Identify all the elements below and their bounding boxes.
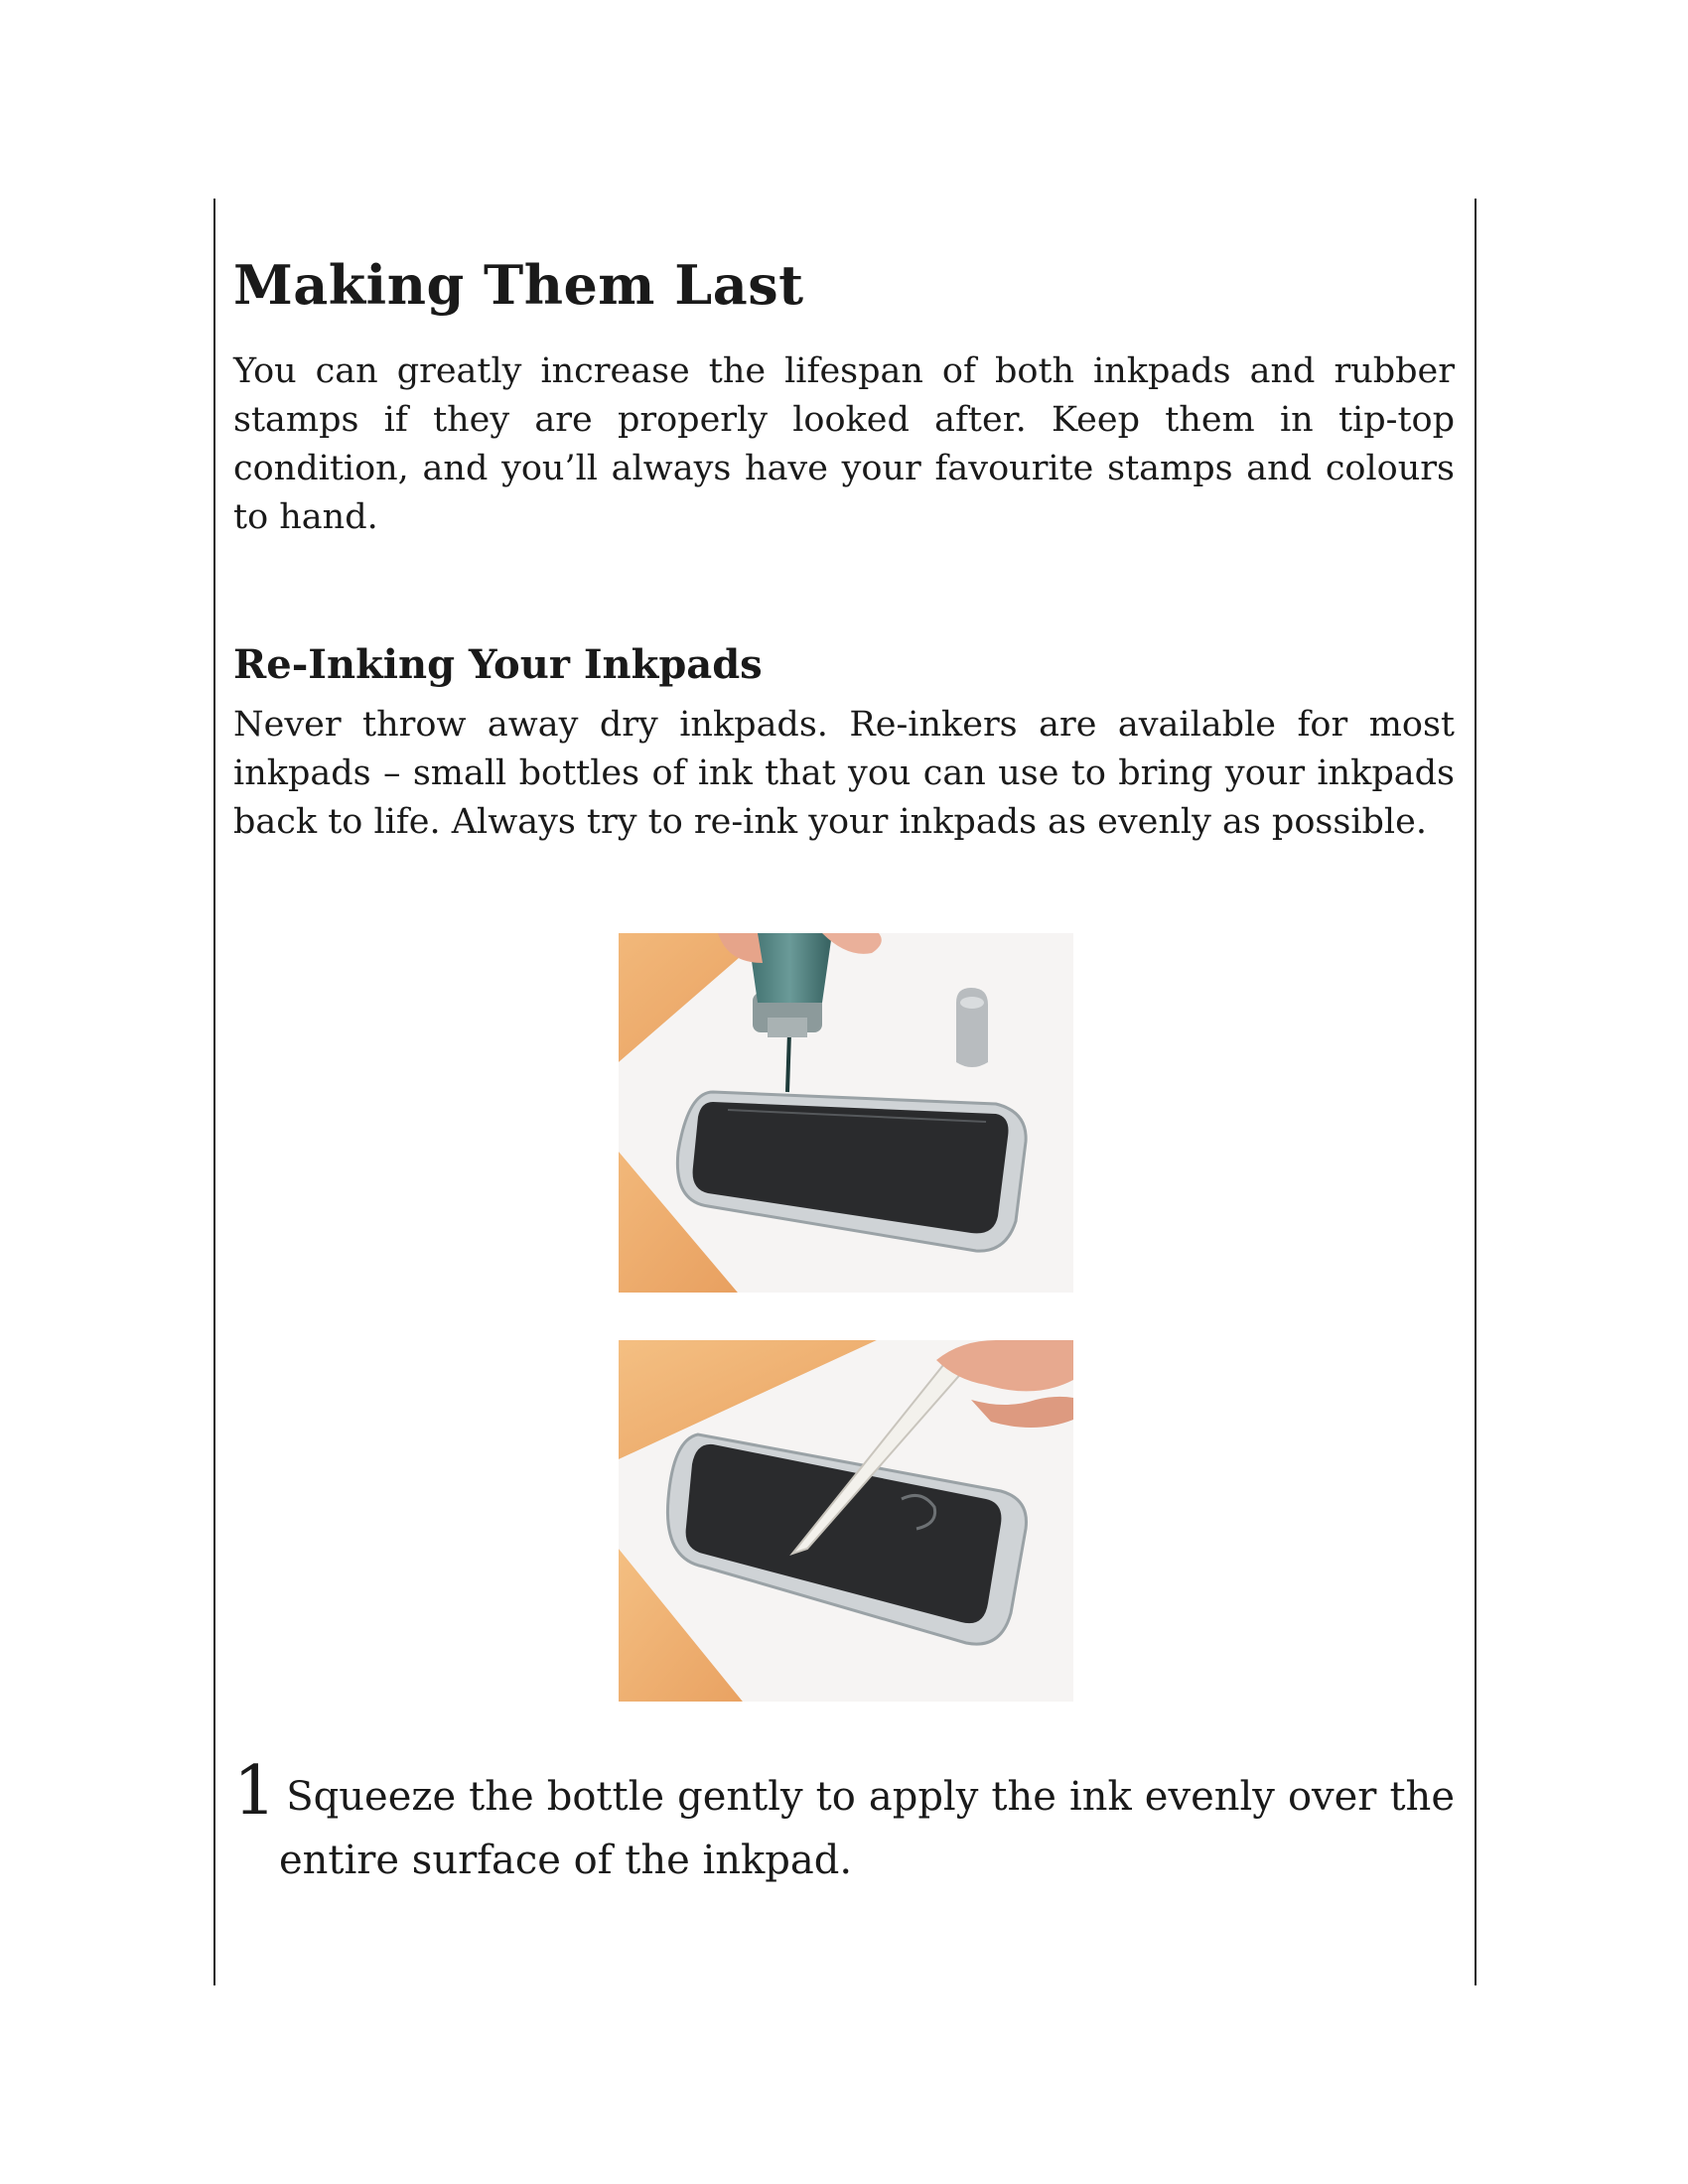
step-line-1: [233, 1752, 1455, 1831]
step-text-line-1: Squeeze the bottle gently to apply the ink evenly over the: [286, 1774, 1455, 1820]
step-number: 1: [233, 1752, 277, 1831]
main-content: [233, 253, 1455, 847]
left-margin-rule: [213, 199, 215, 1985]
photo-reinker-bottle: [619, 933, 1073, 1293]
intro-paragraph: You can greatly increase the lifespan of both inkpads and rubber stamps if they are properly looked after. Keep them in tip-top condition, and you’ll always have your favourite stamps and colours to hand.: [233, 350, 1455, 537]
step-text-line-2: entire surface of the inkpad.: [279, 1838, 853, 1883]
reinker-bottle: [748, 933, 832, 1037]
right-margin-rule: [1475, 199, 1477, 1985]
photo-spreading-ink: [619, 1340, 1073, 1702]
step-1: [233, 1752, 1455, 1892]
bottle-cap: [956, 988, 988, 1067]
section-title: Making Them Last: [233, 253, 804, 317]
subsection-paragraph: Never throw away dry inkpads. Re-inkers are available for most inkpads – small bottles of ink that you can use to bring your inkpads back to life. Always try to re-ink your inkpads as evenly as possible.: [233, 704, 1455, 842]
subsection-title: Re-Inking Your Inkpads: [233, 640, 763, 688]
